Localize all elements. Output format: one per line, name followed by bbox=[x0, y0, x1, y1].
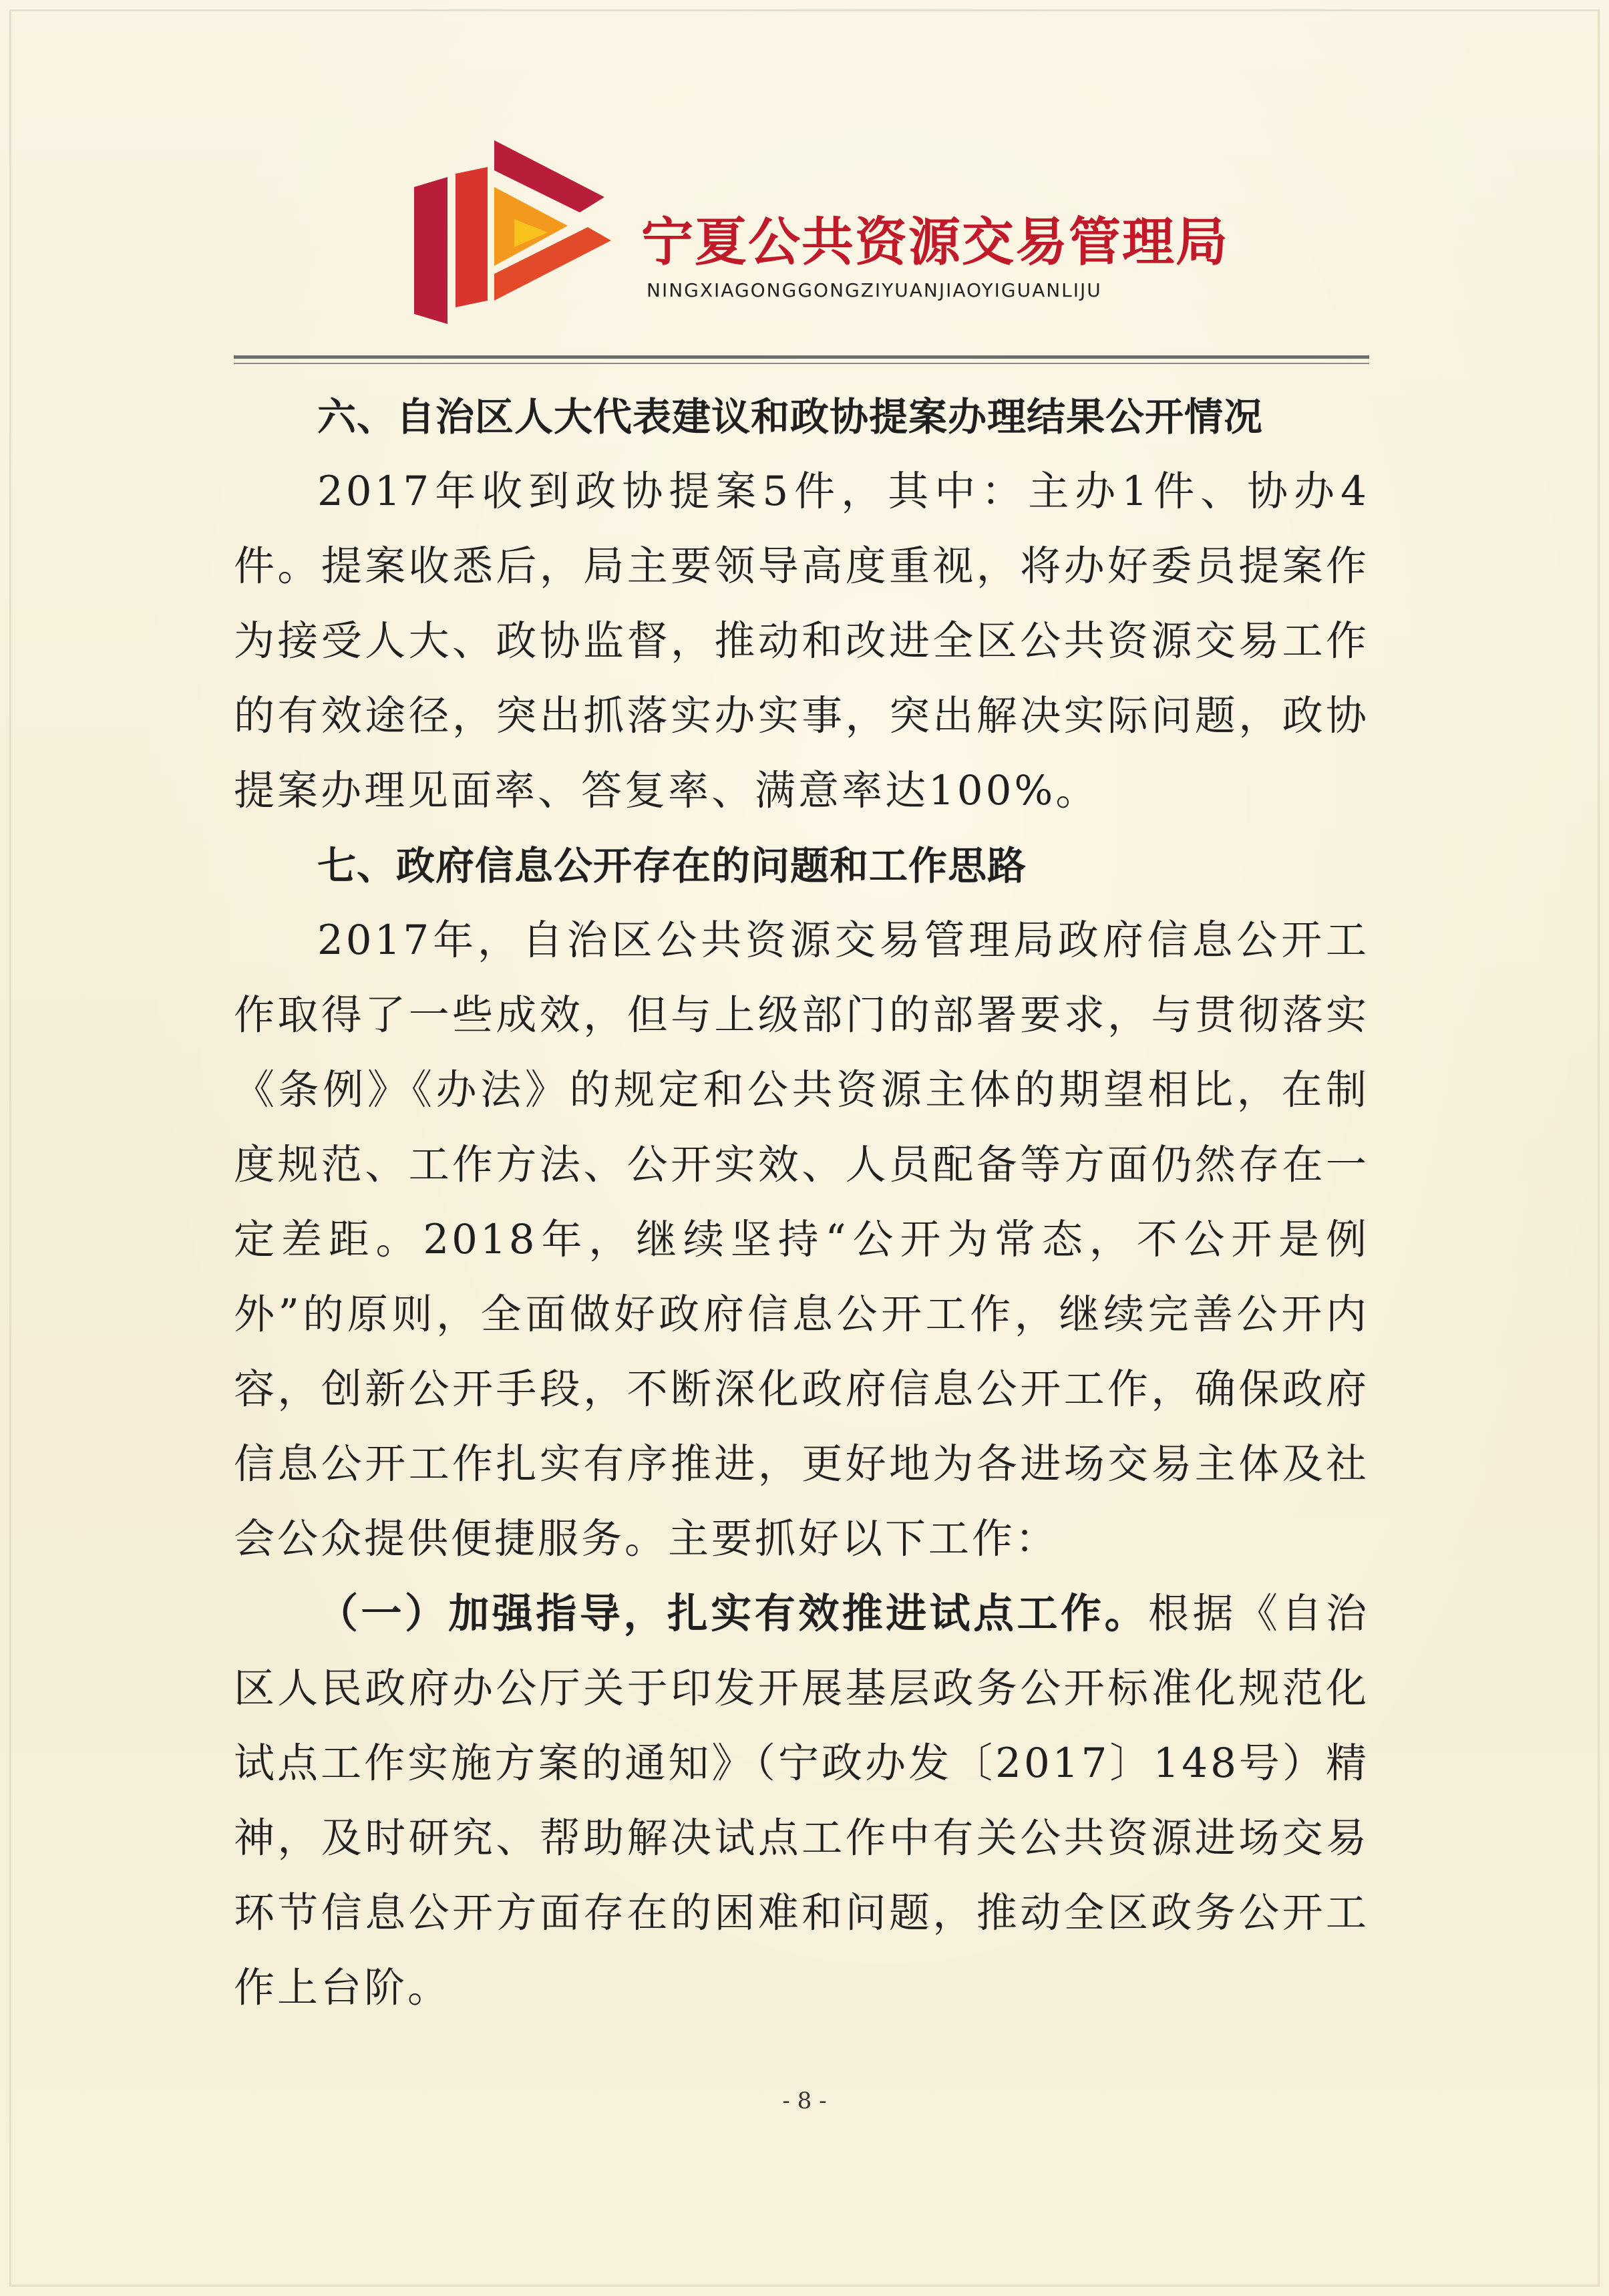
logo-icon bbox=[414, 140, 614, 327]
organization-pinyin: NINGXIAGONGGONGZIYUANJIAOYIGUANLIJU bbox=[647, 279, 1102, 301]
page-number: - 8 - bbox=[782, 2088, 827, 2114]
section-7-item-1-lead: （一）加强指导，扎实有效推进试点工作。 bbox=[317, 1590, 1149, 1637]
section-7-item-1 bbox=[234, 1577, 1369, 2025]
section-6-heading: 六、自治区人大代表建议和政协提案办理结果公开情况 bbox=[317, 394, 1264, 440]
organization-name: 宁夏公共资源交易管理局 bbox=[641, 212, 1230, 273]
header-rule-thin bbox=[234, 363, 1369, 364]
section-7-paragraph: 2017年，自治区公共资源交易管理局政府信息公开工作取得了一些成效，但与上级部门的部署要求，与贯彻落实《条例》《办法》的规定和公共资源主体的期望相比，在制度规范、工作方法、公开实效、人员配备等方面仍然存在一定差距。2018年，继续坚持“公开为常态，不公开是例外”的原则，全面做好政府信息公开工作，继续完善公开内容，创新公开手段，不断深化政府信息公开工作，确保政府信息公开工作扎实有序推进，更好地为各进场交易主体及社会公众提供便捷服务。主要抓好以下工作： bbox=[234, 917, 1369, 1563]
section-7-heading: 七、政府信息公开存在的问题和工作思路 bbox=[317, 843, 1027, 888]
header-rule-thick bbox=[234, 355, 1369, 359]
section-6-paragraph: 2017年收到政协提案5件，其中：主办1件、协办4件。提案收悉后，局主要领导高度重视，将办好委员提案作为接受人大、政协监督，推动和改进全区公共资源交易工作的有效途径，突出抓落实办实事，突出解决实际问题，政协提案办理见面率、答复率、满意率达100%。 bbox=[234, 468, 1369, 814]
document-body bbox=[234, 379, 1369, 2025]
letterhead bbox=[0, 0, 1609, 361]
section-7-item-1-text: 根据《自治区人民政府办公厅关于印发开展基层政务公开标准化规范化试点工作实施方案的通知》（宁政办发〔2017〕148号）精神，及时研究、帮助解决试点工作中有关公共资源进场交易环节信息公开方面存在的困难和问题，推动全区政务公开工作上台阶。 bbox=[234, 1590, 1369, 2011]
